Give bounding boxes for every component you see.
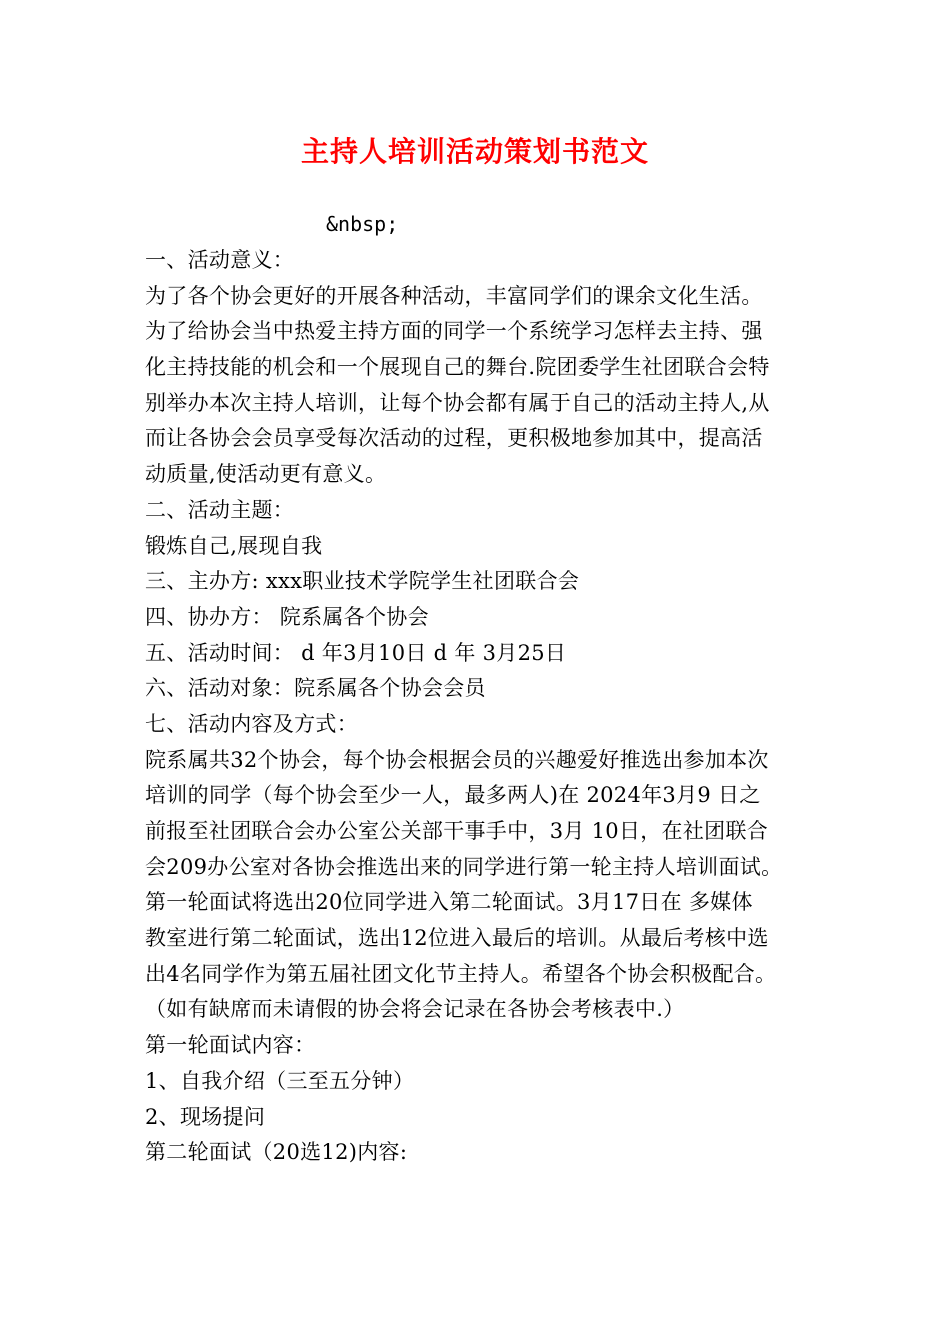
body-text-line: 为了各个协会更好的开展各种活动，丰富同学们的课余文化生活。 [145, 283, 763, 308]
document-title: 主持人培训活动策划书范文 [300, 135, 649, 168]
body-text-line: 七、活动内容及方式： [145, 711, 358, 736]
nbsp-text: &nbsp; [326, 212, 399, 236]
body-text-line: 锻炼自己,展现自我 [145, 533, 323, 558]
body-text-line: 院系属共32个协会，每个协会根据会员的兴趣爱好推选出参加本次 [145, 747, 769, 772]
body-text-line: 六、活动对象：院系属各个协会会员 [145, 676, 486, 701]
body-text-line: 出4名同学作为第五届社团文化节主持人。希望各个协会积极配合。 [145, 961, 777, 986]
body-text-line: 2、现场提问 [145, 1104, 266, 1129]
body-text-line: 别举办本次主持人培训，让每个协会都有属于自己的活动主持人,从 [145, 390, 770, 415]
body-text-line: 第二轮面试（20选12)内容: [145, 1140, 408, 1165]
body-text-line: 第一轮面试内容： [145, 1033, 316, 1058]
body-text-line: 前报至社团联合会办公室公关部干事手中，3月 10日，在社团联合 [145, 819, 769, 843]
body-text-line: 会209办公室对各协会推选出来的同学进行第一轮主持人培训面试。 [145, 854, 783, 879]
body-text-line: （如有缺席而未请假的协会将会记录在各协会考核表中.） [145, 997, 685, 1022]
body-text-line: 三、主办方: xxx职业技术学院学生社团联合会 [145, 569, 580, 594]
body-text-line: 五、活动时间： d 年3月10日 d 年 3月25日 [145, 640, 567, 665]
body-text-line: 为了给协会当中热爱主持方面的同学一个系统学习怎样去主持、强 [145, 319, 763, 344]
body-text-line: 培训的同学（每个协会至少一人，最多两人)在 2024年3月9 日之 [145, 783, 761, 808]
body-text-line: 教室进行第二轮面试，选出12位进入最后的培训。从最后考核中选 [145, 926, 769, 951]
body-text-line: 1、自我介绍（三至五分钟） [145, 1068, 415, 1093]
body-text-line: 一、活动意义： [145, 248, 295, 272]
document-body [145, 243, 810, 1171]
body-text-line: 动质量,使活动更有意义。 [145, 462, 387, 487]
body-text-line: 而让各协会会员享受每次活动的过程，更积极地参加其中，提高活 [145, 426, 763, 451]
body-text-line: 第一轮面试将选出20位同学进入第二轮面试。3月17日在 多媒体 [145, 890, 753, 915]
body-text-line: 二、活动主题： [145, 497, 295, 522]
body-text-line: 四、协办方： 院系属各个协会 [145, 604, 429, 629]
body-text-line: 化主持技能的机会和一个展现自己的舞台.院团委学生社团联合会特 [145, 355, 770, 380]
